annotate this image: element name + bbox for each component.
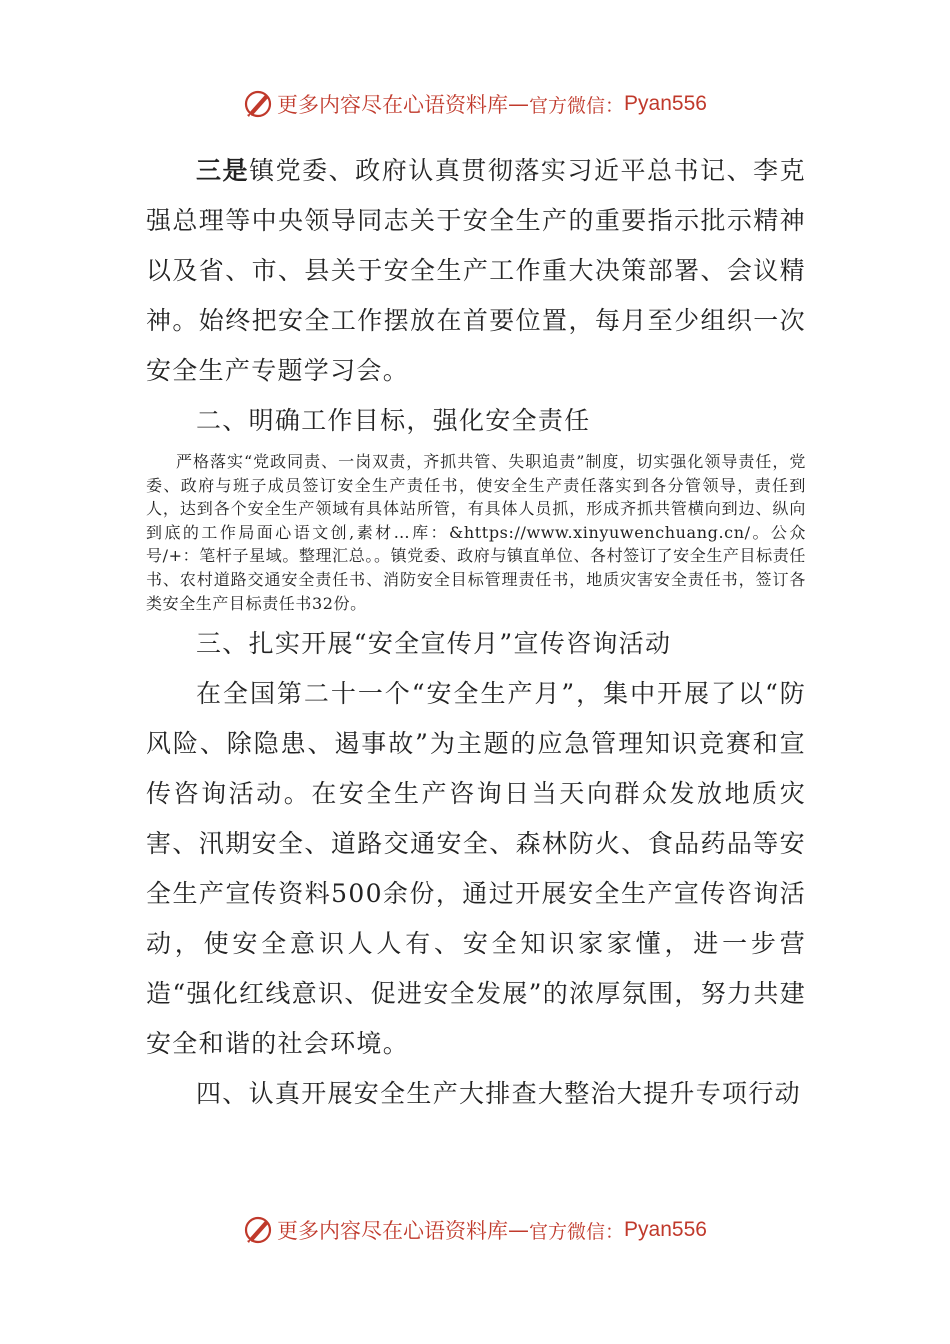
pen-circle-logo-icon <box>243 89 273 119</box>
section-heading-3: 三、扎实开展“安全宣传月”宣传咨询活动 <box>196 629 672 659</box>
document-body <box>146 146 806 1119</box>
pen-circle-logo-icon <box>243 1215 273 1245</box>
wechat-label: 官方微信： <box>529 94 625 117</box>
paragraph-1 <box>146 146 806 396</box>
paragraph-1-text: 镇党委、政府认真贯彻落实习近平总书记、李克强总理等中央领导同志关于安全生产的重要指示批示精神以及省、市、县关于安全生产工作重大决策部署、会议精神。始终把安全工作摆放在首要位置，每月至少组织一次安全生产专题学习会。 <box>146 156 806 385</box>
banner-separator: — <box>508 1218 530 1242</box>
brand-text: 更多内容尽在心语资料库 <box>277 1219 509 1243</box>
paragraph-3: 在全国第二十一个“安全生产月”，集中开展了以“防风险、除隐患、遏事故”为主题的应急管理知识竞赛和宣传咨询活动。在安全生产咨询日当天向群众发放地质灾害、汛期安全、道路交通安全、森林防火、食品药品等安全生产宣传资料500余份，通过开展安全生产宣传咨询活动，使安全意识人人有、安全知识家家懂，进一步营造“强化红线意识、促进安全发展”的浓厚氛围，努力共建安全和谐的社会环境。 <box>146 679 806 1059</box>
footer-banner <box>0 1212 950 1248</box>
paragraph-1-lead: 三是 <box>196 156 250 185</box>
brand-text: 更多内容尽在心语资料库 <box>277 93 509 117</box>
section-heading-4: 四、认真开展安全生产大排查大整治大提升专项行动 <box>196 1079 801 1109</box>
paragraph-2: 严格落实“党政同责、一岗双责，齐抓共管、失职追责”制度，切实强化领导责任，党委、政府与班子成员签订安全生产责任书，使安全生产责任落实到各分管领导，责任到人，达到各个安全生产领域有具体站所管，有具体人员抓，形成齐抓共管横向到边、纵向到底的工作局面心语文创,素材…库：&https://www.xinyuwenchuang.cn/。公众号/+：笔杆子星域。整理汇总。。镇党委、政府与镇直单位、各村签订了安全生产目标责任书、农村道路交通安全责任书、消防安全目标管理责任书，地质灾害安全责任书，签订各类安全生产目标责任书32份。 <box>146 452 806 613</box>
wechat-label: 官方微信： <box>529 1220 625 1243</box>
wechat-id: Pyan556 <box>624 1218 707 1241</box>
header-banner <box>0 86 950 122</box>
wechat-id: Pyan556 <box>624 92 707 115</box>
banner-separator: — <box>508 92 530 116</box>
section-heading-2: 二、明确工作目标，强化安全责任 <box>196 406 591 435</box>
